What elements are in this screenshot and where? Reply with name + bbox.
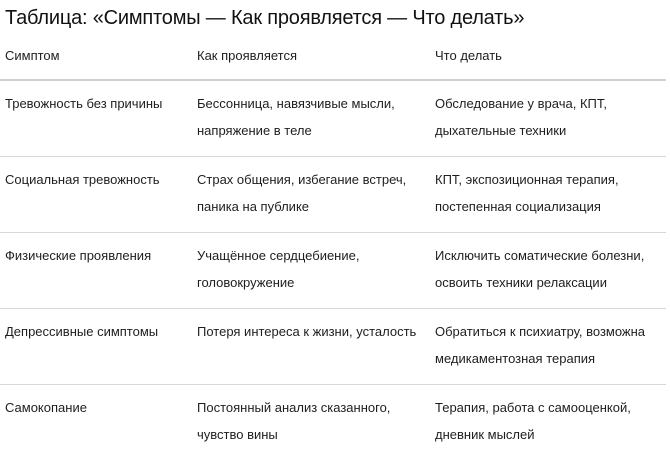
table-header-row — [0, 40, 666, 80]
table-title: Таблица: «Симптомы — Как проявляется — Что делать» — [5, 7, 525, 29]
cell-manifestation: Бессонница, навязчивые мысли, напряжение в теле — [192, 80, 430, 157]
cell-symptom: Физические проявления — [0, 233, 192, 309]
cell-manifestation: Страх общения, избегание встреч, паника на публике — [192, 157, 430, 233]
header-what-to-do: Что делать — [430, 40, 666, 80]
cell-symptom: Самокопание — [5, 400, 87, 415]
table-row — [0, 233, 666, 309]
cell-manifestation: Учащённое сердцебиение, головокружение — [192, 233, 430, 309]
cell-what-to-do: Обследование у врача, КПТ, дыхательные техники — [430, 80, 666, 157]
symptoms-table — [0, 40, 666, 460]
cell-what-to-do: Обратиться к психиатру, возможна медикаментозная терапия — [430, 309, 666, 385]
cell-manifestation: Потеря интереса к жизни, усталость — [192, 309, 430, 385]
cell-symptom: Депрессивные симптомы — [0, 309, 192, 385]
table-row — [0, 80, 666, 157]
cell-what-to-do: Исключить соматические болезни, освоить техники релаксации — [430, 233, 666, 309]
table-row — [0, 157, 666, 233]
cell-symptom: Тревожность без причины — [0, 80, 192, 157]
table-row — [0, 385, 666, 460]
header-manifestation: Как проявляется — [192, 40, 430, 80]
cell-manifestation: Постоянный анализ сказанного, чувство вины — [197, 400, 391, 442]
cell-what-to-do: КПТ, экспозиционная терапия, постепенная социализация — [430, 157, 666, 233]
table-row — [0, 309, 666, 385]
cell-what-to-do: Терапия, работа с самооценкой, дневник мыслей — [435, 400, 631, 442]
cell-symptom: Социальная тревожность — [0, 157, 192, 233]
header-symptom: Симптом — [0, 40, 192, 80]
